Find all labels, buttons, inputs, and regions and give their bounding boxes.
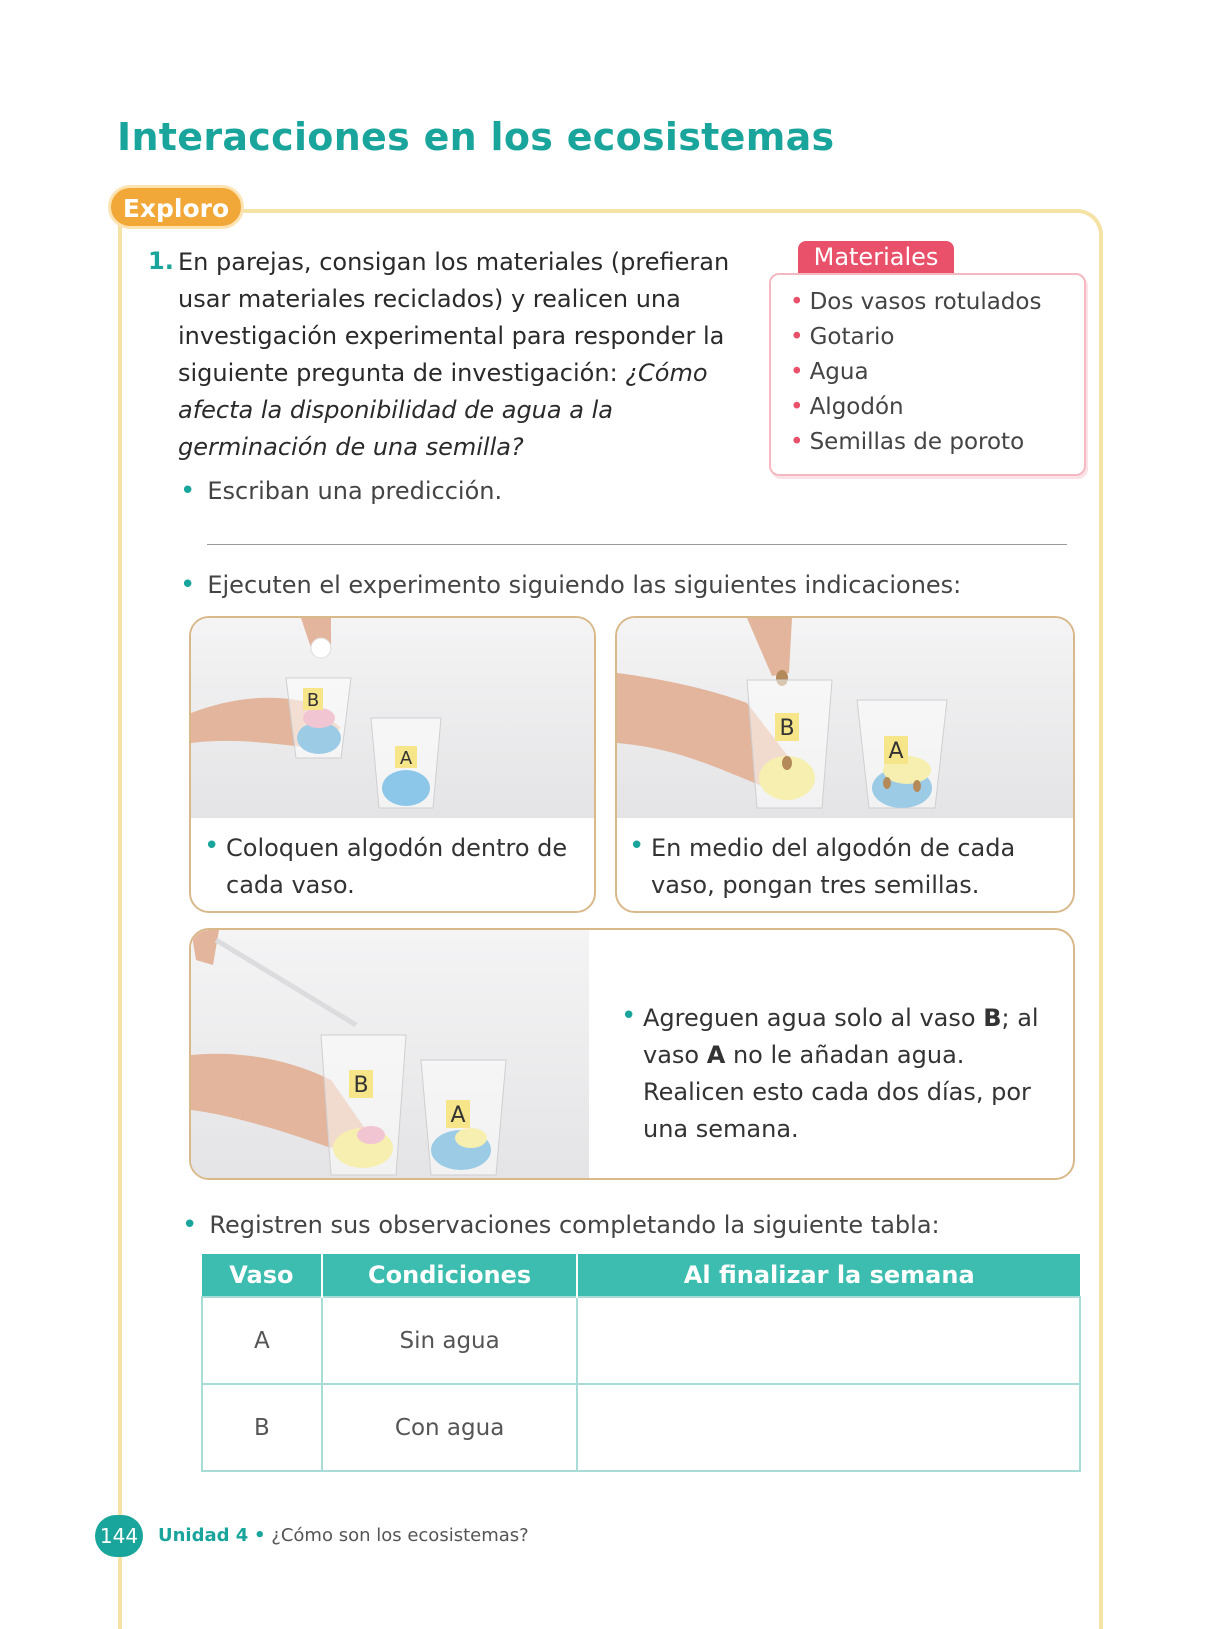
table-row xyxy=(202,1384,1080,1471)
header-al-finalizar: Al finalizar la semana xyxy=(577,1254,1080,1297)
step-2-caption xyxy=(629,830,1071,904)
bullet-icon: • xyxy=(790,429,804,455)
material-item xyxy=(790,390,1041,425)
materials-title: Materiales xyxy=(798,241,954,273)
bullet-icon: • xyxy=(790,359,804,385)
cup-label-b: B xyxy=(779,716,795,741)
step-3-text-a: Agreguen agua solo al vaso xyxy=(643,1004,984,1032)
step-3-caption xyxy=(621,1000,1063,1148)
bullet-icon: • xyxy=(204,831,220,861)
step-3-cup-a: A xyxy=(706,1041,726,1069)
materials-list xyxy=(790,285,1041,460)
cell-vaso: A xyxy=(202,1297,322,1384)
observations-table xyxy=(201,1254,1081,1472)
cup-label-b: B xyxy=(353,1073,369,1098)
bullet-register xyxy=(182,1210,940,1240)
material-item xyxy=(790,285,1041,320)
photo-adding-water xyxy=(191,930,589,1180)
step-1-caption xyxy=(204,830,576,904)
header-vaso: Vaso xyxy=(202,1254,322,1297)
material-item xyxy=(790,425,1041,460)
material-item-label: Dos vasos rotulados xyxy=(809,289,1042,315)
step-card-2 xyxy=(615,616,1075,913)
bullet-execute xyxy=(180,570,961,600)
header-condiciones: Condiciones xyxy=(322,1254,578,1297)
footer-unit-title: ¿Cómo son los ecosistemas? xyxy=(271,1525,529,1546)
footer-separator: • xyxy=(254,1525,266,1546)
bullet-icon: • xyxy=(182,1210,198,1240)
bullet-icon: • xyxy=(621,1001,637,1031)
footer-unit: Unidad 4 xyxy=(158,1525,249,1546)
cell-result-input[interactable] xyxy=(577,1384,1080,1471)
step-3-text-c: ; al vaso xyxy=(643,1004,1039,1069)
material-item-label: Agua xyxy=(809,359,869,385)
step-card-1 xyxy=(189,616,596,913)
cell-result-input[interactable] xyxy=(577,1297,1080,1384)
footer-unit-info xyxy=(158,1525,529,1546)
cup-label-a: A xyxy=(399,748,413,769)
table-row xyxy=(202,1297,1080,1384)
page-number: 144 xyxy=(95,1515,143,1557)
photo-cotton-in-cups xyxy=(191,618,596,818)
cell-condiciones: Sin agua xyxy=(322,1297,578,1384)
material-item xyxy=(790,355,1041,390)
material-item-label: Semillas de poroto xyxy=(809,429,1025,455)
step-3-text-e: no le añadan agua. Realicen esto cada dos días, por una semana. xyxy=(643,1041,1031,1143)
bullet-prediction-text: Escriban una predicción. xyxy=(207,477,503,505)
step-3-cup-b: B xyxy=(983,1004,1002,1032)
bullet-register-text: Registren sus observaciones completando la siguiente tabla: xyxy=(209,1211,940,1239)
material-item-label: Algodón xyxy=(809,394,904,420)
material-item xyxy=(790,320,1041,355)
research-question: ¿Cómo afecta la disponibilidad de agua a la germinación de una semilla? xyxy=(178,359,708,461)
table-header-row xyxy=(202,1254,1080,1297)
step-2-text: En medio del algodón de cada vaso, pongan tres semillas. xyxy=(651,834,1016,899)
bullet-icon: • xyxy=(790,324,804,350)
cup-label-b: B xyxy=(306,690,320,711)
bullet-icon: • xyxy=(790,289,804,315)
bullet-icon: • xyxy=(180,570,196,600)
step-1-text: Coloquen algodón dentro de cada vaso. xyxy=(226,834,568,899)
cell-condiciones: Con agua xyxy=(322,1384,578,1471)
bullet-execute-text: Ejecuten el experimento siguiendo las siguientes indicaciones: xyxy=(207,571,962,599)
cell-vaso: B xyxy=(202,1384,322,1471)
cup-label-a: A xyxy=(450,1103,466,1128)
prediction-answer-line[interactable] xyxy=(207,544,1067,545)
bullet-prediction xyxy=(180,476,502,506)
photo-seeds-in-cotton xyxy=(617,618,1075,818)
page-title: Interacciones en los ecosistemas xyxy=(117,115,835,159)
activity-number: 1. xyxy=(148,247,174,275)
activity-instructions xyxy=(178,244,738,466)
bullet-icon: • xyxy=(180,476,196,506)
bullet-icon: • xyxy=(790,394,804,420)
activity-intro: En parejas, consigan los materiales (prefieran usar materiales reciclados) y realicen una investigación experimental para responder la siguiente pregunta de investigación: xyxy=(178,248,730,387)
bullet-icon: • xyxy=(629,831,645,861)
step-card-3 xyxy=(189,928,1075,1180)
material-item-label: Gotario xyxy=(809,324,895,350)
section-tag-exploro: Exploro xyxy=(108,185,244,229)
cup-label-a: A xyxy=(888,739,904,764)
